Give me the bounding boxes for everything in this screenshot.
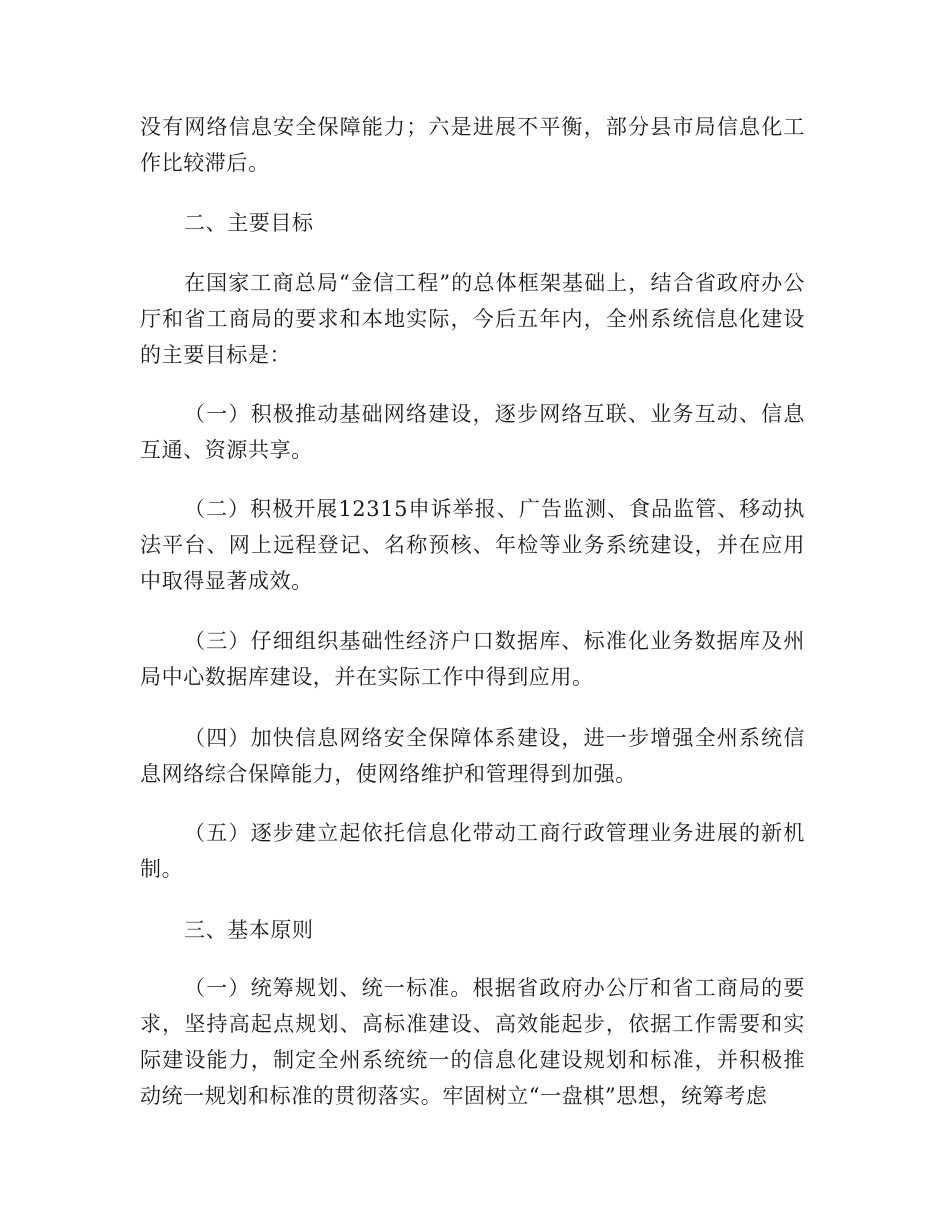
paragraph-continuation: 没有网络信息安全保障能力；六是进展不平衡，部分县市局信息化工作比较滞后。 [140,115,805,175]
goal-item-4: （四）加快信息网络安全保障体系建设，进一步增强全州系统信息网络综合保障能力，使网络维护和管理得到加强。 [140,726,805,786]
section-heading-main-goals: 二、主要目标 [184,211,314,235]
paragraph-goals-intro: 在国家工商总局“金信工程”的总体框架基础上，结合省政府办公厅和省工商局的要求和本地实际，今后五年内，全州系统信息化建设的主要目标是： [140,271,805,367]
principle-item-1: （一）统筹规划、统一标准。根据省政府办公厅和省工商局的要求，坚持高起点规划、高标准建设、高效能起步，依据工作需要和实际建设能力，制定全州系统统一的信息化建设规划和标准，并积极推动统一规划和标准的贯彻落实。牢固树立“一盘棋”思想，统筹考虑 [140,976,805,1108]
goal-item-2: （二）积极开展12315申诉举报、广告监测、食品监管、移动执法平台、网上远程登记、名称预核、年检等业务系统建设，并在应用中取得显著成效。 [140,497,805,593]
goal-item-5: （五）逐步建立起依托信息化带动工商行政管理业务进展的新机制。 [140,821,805,881]
goal-item-1: （一）积极推动基础网络建设，逐步网络互联、业务互动、信息互通、资源共享。 [140,402,805,462]
section-heading-basic-principles: 三、基本原则 [184,918,314,942]
goal-item-3: （三）仔细组织基础性经济户口数据库、标准化业务数据库及州局中心数据库建设，并在实际工作中得到应用。 [140,629,805,689]
